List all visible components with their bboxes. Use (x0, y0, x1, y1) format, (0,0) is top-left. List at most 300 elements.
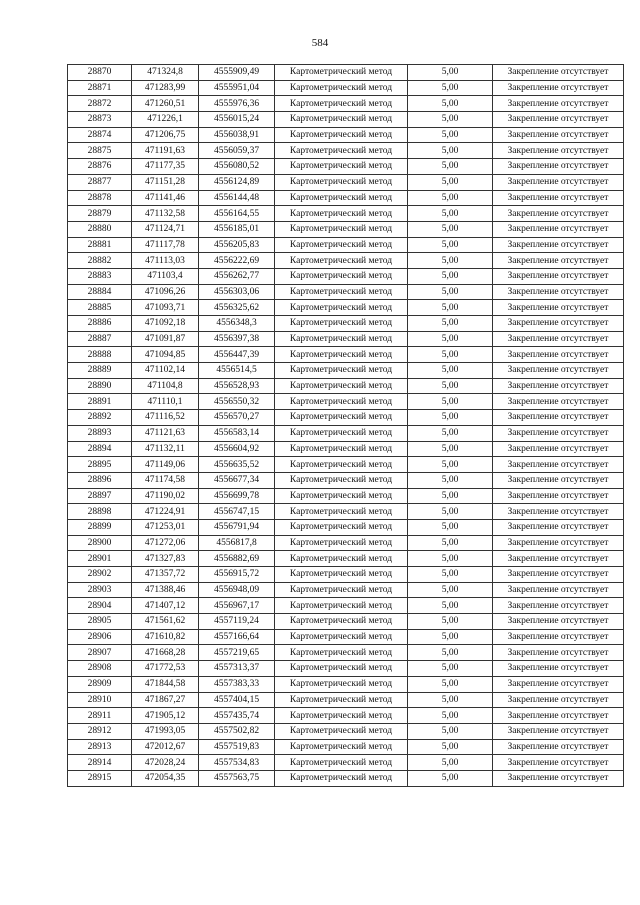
y-coordinate-cell: 4557534,83 (199, 755, 275, 771)
point-number-cell: 28910 (68, 692, 132, 708)
fixing-cell: Закрепление отсутствует (493, 457, 624, 473)
accuracy-cell: 5,00 (408, 112, 493, 128)
table-row (68, 268, 624, 284)
method-cell: Картометрический метод (275, 80, 408, 96)
point-number-cell: 28886 (68, 316, 132, 332)
method-cell: Картометрический метод (275, 739, 408, 755)
point-number-cell: 28890 (68, 378, 132, 394)
fixing-cell: Закрепление отсутствует (493, 739, 624, 755)
table-row (68, 723, 624, 739)
fixing-cell: Закрепление отсутствует (493, 410, 624, 426)
y-coordinate-cell: 4556447,39 (199, 347, 275, 363)
accuracy-cell: 5,00 (408, 127, 493, 143)
y-coordinate-cell: 4557519,83 (199, 739, 275, 755)
x-coordinate-cell: 471993,05 (132, 723, 199, 739)
table-row (68, 347, 624, 363)
x-coordinate-cell: 471561,62 (132, 614, 199, 630)
point-number-cell: 28881 (68, 237, 132, 253)
method-cell: Картометрический метод (275, 723, 408, 739)
table-row (68, 410, 624, 426)
accuracy-cell: 5,00 (408, 661, 493, 677)
point-number-cell: 28895 (68, 457, 132, 473)
y-coordinate-cell: 4556038,91 (199, 127, 275, 143)
x-coordinate-cell: 471124,71 (132, 221, 199, 237)
fixing-cell: Закрепление отсутствует (493, 80, 624, 96)
table-row (68, 237, 624, 253)
table-row (68, 472, 624, 488)
method-cell: Картометрический метод (275, 221, 408, 237)
y-coordinate-cell: 4556015,24 (199, 112, 275, 128)
table-row (68, 504, 624, 520)
accuracy-cell: 5,00 (408, 237, 493, 253)
point-number-cell: 28887 (68, 331, 132, 347)
table-row (68, 614, 624, 630)
accuracy-cell: 5,00 (408, 378, 493, 394)
table-row (68, 221, 624, 237)
method-cell: Картометрический метод (275, 174, 408, 190)
accuracy-cell: 5,00 (408, 723, 493, 739)
method-cell: Картометрический метод (275, 300, 408, 316)
fixing-cell: Закрепление отсутствует (493, 174, 624, 190)
accuracy-cell: 5,00 (408, 551, 493, 567)
x-coordinate-cell: 471113,03 (132, 253, 199, 269)
method-cell: Картометрический метод (275, 410, 408, 426)
accuracy-cell: 5,00 (408, 300, 493, 316)
table-row (68, 363, 624, 379)
point-number-cell: 28898 (68, 504, 132, 520)
accuracy-cell: 5,00 (408, 519, 493, 535)
x-coordinate-cell: 471905,12 (132, 708, 199, 724)
method-cell: Картометрический метод (275, 206, 408, 222)
method-cell: Картометрический метод (275, 692, 408, 708)
y-coordinate-cell: 4556550,32 (199, 394, 275, 410)
point-number-cell: 28909 (68, 676, 132, 692)
y-coordinate-cell: 4556185,01 (199, 221, 275, 237)
y-coordinate-cell: 4557404,15 (199, 692, 275, 708)
x-coordinate-cell: 471844,58 (132, 676, 199, 692)
point-number-cell: 28900 (68, 535, 132, 551)
point-number-cell: 28902 (68, 567, 132, 583)
x-coordinate-cell: 471224,91 (132, 504, 199, 520)
fixing-cell: Закрепление отсутствует (493, 629, 624, 645)
accuracy-cell: 5,00 (408, 190, 493, 206)
y-coordinate-cell: 4556747,15 (199, 504, 275, 520)
method-cell: Картометрический метод (275, 770, 408, 786)
x-coordinate-cell: 471327,83 (132, 551, 199, 567)
point-number-cell: 28883 (68, 268, 132, 284)
fixing-cell: Закрепление отсутствует (493, 770, 624, 786)
point-number-cell: 28894 (68, 441, 132, 457)
point-number-cell: 28913 (68, 739, 132, 755)
point-number-cell: 28888 (68, 347, 132, 363)
accuracy-cell: 5,00 (408, 504, 493, 520)
fixing-cell: Закрепление отсутствует (493, 363, 624, 379)
method-cell: Картометрический метод (275, 363, 408, 379)
point-number-cell: 28911 (68, 708, 132, 724)
x-coordinate-cell: 471132,58 (132, 206, 199, 222)
accuracy-cell: 5,00 (408, 472, 493, 488)
point-number-cell: 28915 (68, 770, 132, 786)
point-number-cell: 28877 (68, 174, 132, 190)
accuracy-cell: 5,00 (408, 739, 493, 755)
method-cell: Картометрический метод (275, 112, 408, 128)
y-coordinate-cell: 4556262,77 (199, 268, 275, 284)
accuracy-cell: 5,00 (408, 174, 493, 190)
accuracy-cell: 5,00 (408, 394, 493, 410)
method-cell: Картометрический метод (275, 378, 408, 394)
method-cell: Картометрический метод (275, 645, 408, 661)
table-row (68, 378, 624, 394)
y-coordinate-cell: 4557219,65 (199, 645, 275, 661)
table-row (68, 174, 624, 190)
fixing-cell: Закрепление отсутствует (493, 708, 624, 724)
table-row (68, 96, 624, 112)
accuracy-cell: 5,00 (408, 645, 493, 661)
x-coordinate-cell: 471388,46 (132, 582, 199, 598)
fixing-cell: Закрепление отсутствует (493, 378, 624, 394)
x-coordinate-cell: 471260,51 (132, 96, 199, 112)
method-cell: Картометрический метод (275, 708, 408, 724)
x-coordinate-cell: 471117,78 (132, 237, 199, 253)
table-body (68, 65, 624, 787)
accuracy-cell: 5,00 (408, 65, 493, 81)
accuracy-cell: 5,00 (408, 316, 493, 332)
point-number-cell: 28905 (68, 614, 132, 630)
fixing-cell: Закрепление отсутствует (493, 206, 624, 222)
point-number-cell: 28870 (68, 65, 132, 81)
method-cell: Картометрический метод (275, 96, 408, 112)
accuracy-cell: 5,00 (408, 221, 493, 237)
method-cell: Картометрический метод (275, 629, 408, 645)
table-row (68, 676, 624, 692)
y-coordinate-cell: 4556059,37 (199, 143, 275, 159)
y-coordinate-cell: 4556967,17 (199, 598, 275, 614)
accuracy-cell: 5,00 (408, 457, 493, 473)
point-number-cell: 28907 (68, 645, 132, 661)
x-coordinate-cell: 471324,8 (132, 65, 199, 81)
fixing-cell: Закрепление отсутствует (493, 221, 624, 237)
x-coordinate-cell: 471174,58 (132, 472, 199, 488)
fixing-cell: Закрепление отсутствует (493, 488, 624, 504)
table-row (68, 708, 624, 724)
fixing-cell: Закрепление отсутствует (493, 253, 624, 269)
point-number-cell: 28885 (68, 300, 132, 316)
fixing-cell: Закрепление отсутствует (493, 425, 624, 441)
method-cell: Картометрический метод (275, 567, 408, 583)
table-row (68, 645, 624, 661)
method-cell: Картометрический метод (275, 190, 408, 206)
fixing-cell: Закрепление отсутствует (493, 237, 624, 253)
table-row (68, 692, 624, 708)
table-row (68, 425, 624, 441)
accuracy-cell: 5,00 (408, 567, 493, 583)
fixing-cell: Закрепление отсутствует (493, 441, 624, 457)
method-cell: Картометрический метод (275, 316, 408, 332)
x-coordinate-cell: 471121,63 (132, 425, 199, 441)
table-row (68, 127, 624, 143)
coordinates-table (67, 64, 624, 787)
accuracy-cell: 5,00 (408, 770, 493, 786)
accuracy-cell: 5,00 (408, 253, 493, 269)
accuracy-cell: 5,00 (408, 284, 493, 300)
fixing-cell: Закрепление отсутствует (493, 300, 624, 316)
y-coordinate-cell: 4556791,94 (199, 519, 275, 535)
accuracy-cell: 5,00 (408, 692, 493, 708)
table-row (68, 582, 624, 598)
accuracy-cell: 5,00 (408, 535, 493, 551)
y-coordinate-cell: 4556699,78 (199, 488, 275, 504)
x-coordinate-cell: 471093,71 (132, 300, 199, 316)
x-coordinate-cell: 471149,06 (132, 457, 199, 473)
fixing-cell: Закрепление отсутствует (493, 316, 624, 332)
y-coordinate-cell: 4556205,83 (199, 237, 275, 253)
table-row (68, 394, 624, 410)
accuracy-cell: 5,00 (408, 159, 493, 175)
fixing-cell: Закрепление отсутствует (493, 331, 624, 347)
point-number-cell: 28896 (68, 472, 132, 488)
accuracy-cell: 5,00 (408, 598, 493, 614)
point-number-cell: 28891 (68, 394, 132, 410)
table-row (68, 284, 624, 300)
table-row (68, 206, 624, 222)
fixing-cell: Закрепление отсутствует (493, 567, 624, 583)
method-cell: Картометрический метод (275, 441, 408, 457)
point-number-cell: 28876 (68, 159, 132, 175)
x-coordinate-cell: 471206,75 (132, 127, 199, 143)
accuracy-cell: 5,00 (408, 708, 493, 724)
point-number-cell: 28897 (68, 488, 132, 504)
point-number-cell: 28875 (68, 143, 132, 159)
x-coordinate-cell: 472012,67 (132, 739, 199, 755)
fixing-cell: Закрепление отсутствует (493, 347, 624, 363)
accuracy-cell: 5,00 (408, 331, 493, 347)
method-cell: Картометрический метод (275, 755, 408, 771)
y-coordinate-cell: 4557119,24 (199, 614, 275, 630)
method-cell: Картометрический метод (275, 331, 408, 347)
point-number-cell: 28873 (68, 112, 132, 128)
y-coordinate-cell: 4557563,75 (199, 770, 275, 786)
y-coordinate-cell: 4557313,37 (199, 661, 275, 677)
x-coordinate-cell: 471191,63 (132, 143, 199, 159)
accuracy-cell: 5,00 (408, 206, 493, 222)
accuracy-cell: 5,00 (408, 425, 493, 441)
x-coordinate-cell: 471283,99 (132, 80, 199, 96)
x-coordinate-cell: 471177,35 (132, 159, 199, 175)
accuracy-cell: 5,00 (408, 347, 493, 363)
fixing-cell: Закрепление отсутствует (493, 692, 624, 708)
point-number-cell: 28904 (68, 598, 132, 614)
y-coordinate-cell: 4556635,52 (199, 457, 275, 473)
y-coordinate-cell: 4556348,3 (199, 316, 275, 332)
point-number-cell: 28874 (68, 127, 132, 143)
x-coordinate-cell: 471253,01 (132, 519, 199, 535)
method-cell: Картометрический метод (275, 598, 408, 614)
fixing-cell: Закрепление отсутствует (493, 504, 624, 520)
y-coordinate-cell: 4555976,36 (199, 96, 275, 112)
y-coordinate-cell: 4556325,62 (199, 300, 275, 316)
table-row (68, 190, 624, 206)
y-coordinate-cell: 4557166,64 (199, 629, 275, 645)
y-coordinate-cell: 4556144,48 (199, 190, 275, 206)
method-cell: Картометрический метод (275, 551, 408, 567)
table-row (68, 661, 624, 677)
x-coordinate-cell: 471772,53 (132, 661, 199, 677)
y-coordinate-cell: 4557383,33 (199, 676, 275, 692)
y-coordinate-cell: 4556604,92 (199, 441, 275, 457)
point-number-cell: 28912 (68, 723, 132, 739)
table-row (68, 331, 624, 347)
table-row (68, 519, 624, 535)
fixing-cell: Закрепление отсутствует (493, 676, 624, 692)
point-number-cell: 28901 (68, 551, 132, 567)
method-cell: Картометрический метод (275, 676, 408, 692)
point-number-cell: 28899 (68, 519, 132, 535)
fixing-cell: Закрепление отсутствует (493, 284, 624, 300)
table-row (68, 629, 624, 645)
point-number-cell: 28878 (68, 190, 132, 206)
fixing-cell: Закрепление отсутствует (493, 159, 624, 175)
table-row (68, 535, 624, 551)
table-row (68, 551, 624, 567)
table-row (68, 112, 624, 128)
method-cell: Картометрический метод (275, 661, 408, 677)
y-coordinate-cell: 4556397,38 (199, 331, 275, 347)
fixing-cell: Закрепление отсутствует (493, 551, 624, 567)
method-cell: Картометрический метод (275, 237, 408, 253)
x-coordinate-cell: 471226,1 (132, 112, 199, 128)
fixing-cell: Закрепление отсутствует (493, 645, 624, 661)
x-coordinate-cell: 471141,46 (132, 190, 199, 206)
accuracy-cell: 5,00 (408, 582, 493, 598)
method-cell: Картометрический метод (275, 284, 408, 300)
y-coordinate-cell: 4556948,09 (199, 582, 275, 598)
fixing-cell: Закрепление отсутствует (493, 598, 624, 614)
point-number-cell: 28879 (68, 206, 132, 222)
x-coordinate-cell: 471610,82 (132, 629, 199, 645)
point-number-cell: 28880 (68, 221, 132, 237)
page-number: 584 (311, 37, 329, 49)
method-cell: Картометрический метод (275, 159, 408, 175)
x-coordinate-cell: 471103,4 (132, 268, 199, 284)
table-row (68, 488, 624, 504)
x-coordinate-cell: 471094,85 (132, 347, 199, 363)
x-coordinate-cell: 471190,02 (132, 488, 199, 504)
fixing-cell: Закрепление отсутствует (493, 519, 624, 535)
x-coordinate-cell: 471116,52 (132, 410, 199, 426)
y-coordinate-cell: 4556915,72 (199, 567, 275, 583)
method-cell: Картометрический метод (275, 582, 408, 598)
fixing-cell: Закрепление отсутствует (493, 582, 624, 598)
table-row (68, 567, 624, 583)
x-coordinate-cell: 471092,18 (132, 316, 199, 332)
table-row (68, 457, 624, 473)
table-row (68, 159, 624, 175)
fixing-cell: Закрепление отсутствует (493, 394, 624, 410)
y-coordinate-cell: 4556570,27 (199, 410, 275, 426)
fixing-cell: Закрепление отсутствует (493, 723, 624, 739)
x-coordinate-cell: 471102,14 (132, 363, 199, 379)
point-number-cell: 28906 (68, 629, 132, 645)
table-row (68, 300, 624, 316)
accuracy-cell: 5,00 (408, 441, 493, 457)
point-number-cell: 28914 (68, 755, 132, 771)
accuracy-cell: 5,00 (408, 488, 493, 504)
x-coordinate-cell: 471110,1 (132, 394, 199, 410)
table-row (68, 80, 624, 96)
method-cell: Картометрический метод (275, 488, 408, 504)
point-number-cell: 28892 (68, 410, 132, 426)
table-row (68, 739, 624, 755)
table-row (68, 441, 624, 457)
fixing-cell: Закрепление отсутствует (493, 96, 624, 112)
x-coordinate-cell: 471104,8 (132, 378, 199, 394)
fixing-cell: Закрепление отсутствует (493, 614, 624, 630)
accuracy-cell: 5,00 (408, 614, 493, 630)
x-coordinate-cell: 471668,28 (132, 645, 199, 661)
point-number-cell: 28872 (68, 96, 132, 112)
fixing-cell: Закрепление отсутствует (493, 143, 624, 159)
fixing-cell: Закрепление отсутствует (493, 112, 624, 128)
point-number-cell: 28882 (68, 253, 132, 269)
accuracy-cell: 5,00 (408, 268, 493, 284)
y-coordinate-cell: 4555951,04 (199, 80, 275, 96)
point-number-cell: 28903 (68, 582, 132, 598)
point-number-cell: 28889 (68, 363, 132, 379)
y-coordinate-cell: 4556514,5 (199, 363, 275, 379)
table-row (68, 755, 624, 771)
x-coordinate-cell: 471132,11 (132, 441, 199, 457)
accuracy-cell: 5,00 (408, 755, 493, 771)
y-coordinate-cell: 4556882,69 (199, 551, 275, 567)
accuracy-cell: 5,00 (408, 96, 493, 112)
x-coordinate-cell: 471096,26 (132, 284, 199, 300)
accuracy-cell: 5,00 (408, 363, 493, 379)
method-cell: Картометрический метод (275, 65, 408, 81)
table-row (68, 65, 624, 81)
x-coordinate-cell: 471151,28 (132, 174, 199, 190)
table-row (68, 598, 624, 614)
method-cell: Картометрический метод (275, 614, 408, 630)
y-coordinate-cell: 4556222,69 (199, 253, 275, 269)
table-row (68, 143, 624, 159)
method-cell: Картометрический метод (275, 519, 408, 535)
y-coordinate-cell: 4556528,93 (199, 378, 275, 394)
point-number-cell: 28908 (68, 661, 132, 677)
fixing-cell: Закрепление отсутствует (493, 535, 624, 551)
x-coordinate-cell: 471357,72 (132, 567, 199, 583)
accuracy-cell: 5,00 (408, 676, 493, 692)
method-cell: Картометрический метод (275, 143, 408, 159)
x-coordinate-cell: 472054,35 (132, 770, 199, 786)
fixing-cell: Закрепление отсутствует (493, 755, 624, 771)
y-coordinate-cell: 4556124,89 (199, 174, 275, 190)
table-row (68, 770, 624, 786)
point-number-cell: 28884 (68, 284, 132, 300)
point-number-cell: 28871 (68, 80, 132, 96)
method-cell: Картометрический метод (275, 504, 408, 520)
fixing-cell: Закрепление отсутствует (493, 268, 624, 284)
fixing-cell: Закрепление отсутствует (493, 65, 624, 81)
fixing-cell: Закрепление отсутствует (493, 127, 624, 143)
y-coordinate-cell: 4555909,49 (199, 65, 275, 81)
fixing-cell: Закрепление отсутствует (493, 661, 624, 677)
y-coordinate-cell: 4556677,34 (199, 472, 275, 488)
accuracy-cell: 5,00 (408, 143, 493, 159)
y-coordinate-cell: 4556164,55 (199, 206, 275, 222)
method-cell: Картометрический метод (275, 268, 408, 284)
method-cell: Картометрический метод (275, 457, 408, 473)
method-cell: Картометрический метод (275, 535, 408, 551)
